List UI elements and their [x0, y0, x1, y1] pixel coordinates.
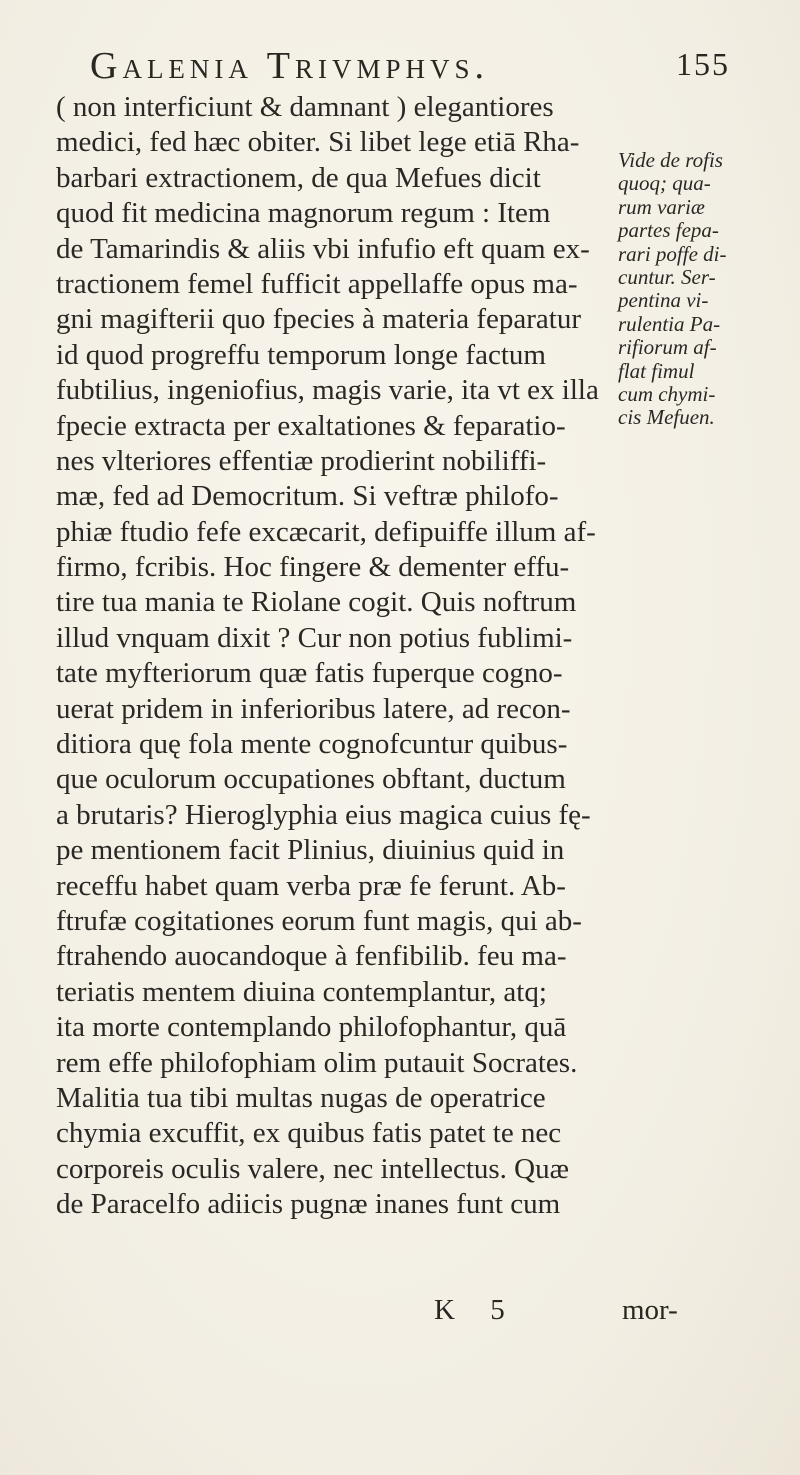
margin-note-line: rari poffe di-	[618, 241, 727, 266]
margin-note-line: rum variæ	[618, 194, 705, 219]
text-line: que oculorum occupationes obftant, ductum	[56, 763, 566, 796]
text-line: Malitia tua tibi multas nugas de operatrice	[56, 1081, 546, 1114]
margin-note-line: Vide de rofis	[618, 148, 723, 172]
text-line: tate myfteriorum quæ fatis fuperque cogno-	[56, 657, 563, 690]
text-line: fpecie extracta per exaltationes & feparatio-	[56, 409, 566, 442]
text-line: phiæ ftudio fefe excæcarit, defipuiffe illum af-	[56, 515, 596, 548]
text-line: barbari extractionem, de qua Mefues dicit	[56, 161, 541, 194]
catchword: mor-	[622, 1294, 678, 1326]
margin-note-line: cum chymi-	[618, 381, 716, 406]
running-header	[90, 44, 730, 92]
margin-note-line: rulentia Pa-	[618, 311, 721, 336]
text-line: ita morte contemplando philofophantur, quā	[56, 1011, 567, 1044]
text-line: teriatis mentem diuina contemplantur, atq;	[56, 975, 547, 1008]
text-line: chymia excuffit, ex quibus fatis patet te nec	[56, 1117, 562, 1150]
text-line: tire tua mania te Riolane cogit. Quis noftrum	[56, 586, 577, 619]
text-line: id quod progreffu temporum longe factum	[56, 338, 546, 371]
text-line: rem effe philofophiam olim putauit Socrates.	[56, 1046, 578, 1079]
text-line: de Tamarindis & aliis vbi infufio eft quam ex-	[56, 232, 590, 265]
margin-note-line: flat fimul	[618, 358, 695, 383]
text-line: a brutaris? Hieroglyphia eius magica cuius fę-	[56, 798, 591, 831]
text-line: corporeis oculis valere, nec intellectus. Quæ	[56, 1152, 569, 1185]
text-line: illud vnquam dixit ? Cur non potius fublimi-	[56, 621, 573, 654]
text-line: receffu habet quam verba præ fe ferunt. Ab-	[56, 869, 566, 902]
text-line: nes vlteriores effentiæ prodierint nobiliffi-	[56, 444, 547, 477]
text-line: ftrahendo auocandoque à fenfibilib. feu ma-	[56, 940, 567, 973]
margin-note-line: partes fepa-	[618, 218, 719, 243]
margin-note-line: cuntur. Ser-	[618, 264, 716, 289]
margin-note-line: cis Mefuen.	[618, 405, 715, 430]
page-footer	[56, 1294, 716, 1330]
signature-mark: K 5	[434, 1294, 519, 1326]
text-line: de Paracelfo adiicis pugnæ inanes funt cum	[56, 1188, 561, 1221]
page-number: 155	[676, 46, 730, 82]
text-line: ftrufæ cogitationes eorum funt magis, qui ab-	[56, 904, 582, 937]
text-line: ( non interficiunt & damnant ) elegantiores	[56, 91, 554, 123]
text-line: quod fit medicina magnorum regum : Item	[56, 197, 551, 230]
text-line: ditiora quę fola mente cognofcuntur quibus-	[56, 728, 568, 761]
margin-note-line: pentina vi-	[618, 288, 709, 313]
margin-note-line: rifiorum af-	[618, 335, 717, 360]
body-text	[56, 90, 716, 1223]
text-line: fubtilius, ingeniofius, magis varie, ita vt ex illa	[56, 374, 599, 407]
text-line: tractionem femel fufficit appellaffe opus ma-	[56, 267, 578, 300]
margin-note	[618, 149, 800, 430]
text-line: gni magifterii quo fpecies à materia feparatur	[56, 303, 581, 336]
text-line: medici, fed hæc obiter. Si libet lege etiā Rha-	[56, 126, 580, 159]
margin-note-line: quoq; qua-	[618, 171, 711, 196]
text-line: mæ, fed ad Democritum. Si veftræ philofo-	[56, 480, 559, 513]
text-line: uerat pridem in inferioribus latere, ad recon-	[56, 692, 571, 725]
running-title: Galenia Trivmphvs.	[90, 45, 489, 87]
text-line: pe mentionem facit Plinius, diuinius quid in	[56, 834, 565, 867]
text-line: firmo, fcribis. Hoc fingere & dementer effu-	[56, 551, 570, 584]
